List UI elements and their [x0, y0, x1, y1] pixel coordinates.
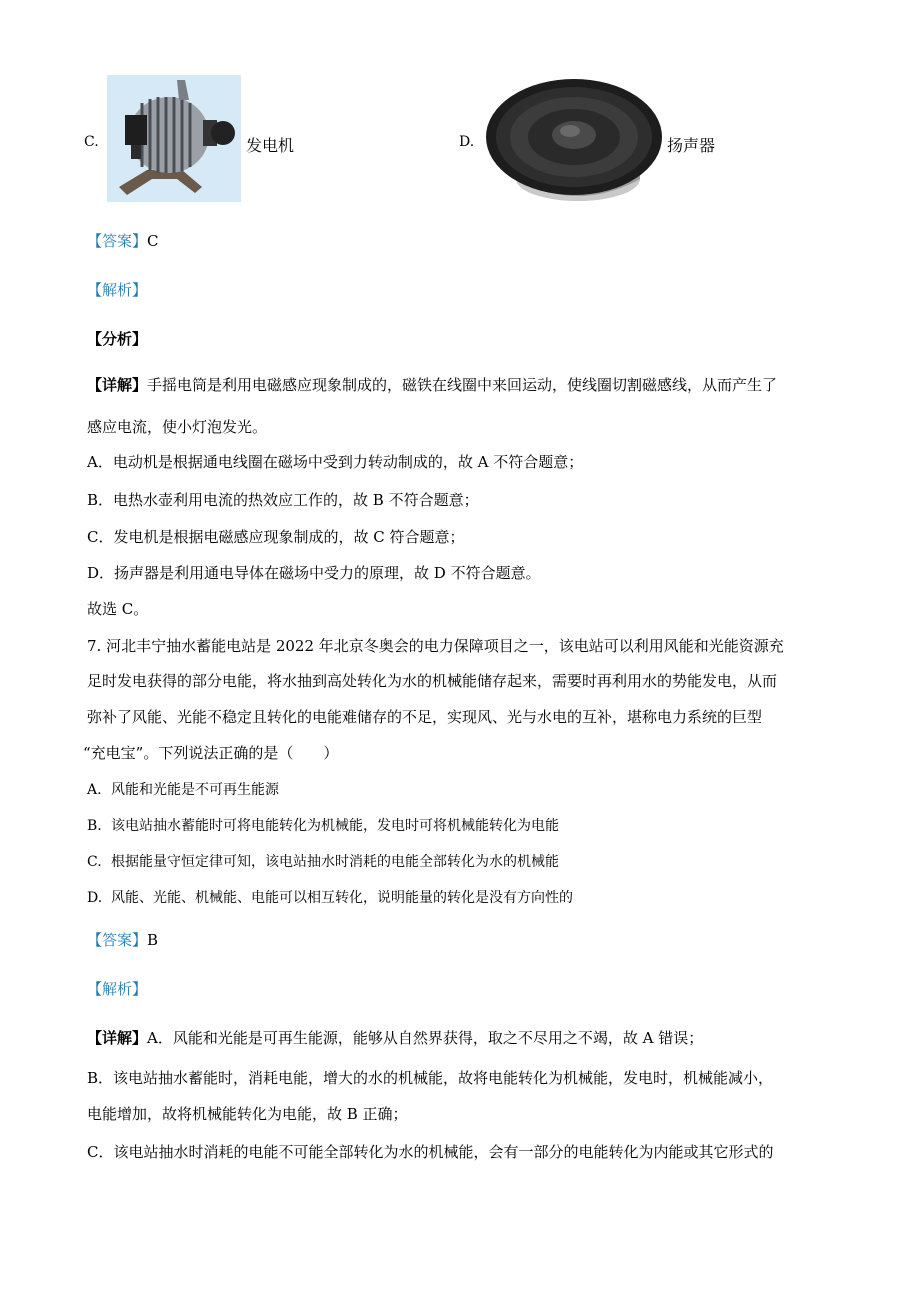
- q6-answer-tag: 【答案】: [87, 232, 148, 250]
- option-c-label: 发电机: [246, 136, 295, 155]
- q6-item-c: C．发电机是根据电磁感应现象制成的，故 C 符合题意；: [87, 528, 465, 546]
- q7-option-d-text: 风能、光能、机械能、电能可以相互转化，说明能量的转化是没有方向性的: [111, 890, 573, 906]
- q6-conclusion: 故选 C。: [87, 600, 149, 618]
- q6-item-b: B．电热水壶利用电流的热效应工作的，故 B 不符合题意；: [87, 491, 479, 509]
- q7-option-c: [87, 851, 559, 871]
- q7-option-b-letter: B.: [87, 818, 102, 834]
- q6-detail-line2: 感应电流，使小灯泡发光。: [87, 418, 268, 436]
- q6-detail-tag: 【详解】: [87, 376, 148, 394]
- q6-answer-value: C: [147, 232, 159, 250]
- q7-item-b-line2: 电能增加，故将机械能转化为电能，故 B 正确；: [87, 1105, 408, 1123]
- q7-answer-line: [87, 929, 158, 950]
- q7-item-c-line1: C．该电站抽水时消耗的电能不可能全部转化为水的机械能，会有一部分的电能转化为内能或其它形式的: [87, 1143, 774, 1161]
- q7-option-a: [87, 779, 279, 799]
- q7-option-d-letter: D.: [87, 890, 103, 906]
- q7-option-a-letter: A.: [87, 782, 102, 798]
- q7-answer-value: B: [147, 931, 159, 949]
- q7-stem-line3: 弥补了风能、光能不稳定且转化的电能难储存的不足，实现风、光与水电的互补，堪称电力系统的巨型: [87, 708, 763, 726]
- q7-option-a-text: 风能和光能是不可再生能源: [111, 782, 279, 798]
- q6-detail-text1: 手摇电筒是利用电磁感应现象制成的，磁铁在线圈中来回运动，使线圈切割磁感线，从而产生了: [147, 376, 778, 394]
- loudspeaker-icon: [478, 75, 664, 207]
- q6-fenxi-tag: 【分析】: [87, 330, 148, 348]
- option-d-label: 扬声器: [667, 136, 716, 155]
- alternator-image: [107, 75, 241, 202]
- q6-answer-line: [87, 230, 159, 251]
- option-c-letter: C.: [84, 134, 99, 150]
- alternator-icon: [107, 75, 241, 202]
- q7-item-b-line1: B．该电站抽水蓄能时，消耗电能，增大的水的机械能，故将电能转化为机械能，发电时，机械能减小，: [87, 1069, 774, 1087]
- q6-analysis-tag: 【解析】: [87, 281, 148, 299]
- q7-detail-line1: [87, 1027, 703, 1048]
- q7-detail-text1: A．风能和光能是可再生能源，能够从自然界获得，取之不尽用之不竭，故 A 错误；: [147, 1029, 704, 1047]
- q7-option-b-text: 该电站抽水蓄能时可将电能转化为机械能，发电时可将机械能转化为电能: [111, 818, 559, 834]
- q7-stem-line1: 7. 河北丰宁抽水蓄能电站是 2022 年北京冬奥会的电力保障项目之一，该电站可以利用风能和光能资源充: [87, 637, 784, 655]
- q7-option-d: [87, 887, 573, 907]
- q6-item-a: A．电动机是根据通电线圈在磁场中受到力转动制成的，故 A 不符合题意；: [87, 453, 584, 471]
- q7-answer-tag: 【答案】: [87, 931, 148, 949]
- q7-option-b: [87, 815, 559, 835]
- q6-item-d: D．扬声器是利用通电导体在磁场中受力的原理，故 D 不符合题意。: [87, 564, 541, 582]
- q7-stem-line2: 足时发电获得的部分电能，将水抽到高处转化为水的机械能储存起来，需要时再利用水的势能发电，从而: [87, 672, 778, 690]
- q7-analysis-tag: 【解析】: [87, 980, 148, 998]
- q7-stem-line4: “充电宝”。下列说法正确的是（ ）: [83, 744, 339, 762]
- option-d-letter: D.: [459, 134, 475, 150]
- q7-option-c-text: 根据能量守恒定律可知，该电站抽水时消耗的电能全部转化为水的机械能: [111, 854, 559, 870]
- loudspeaker-image: [478, 75, 664, 207]
- q7-detail-tag: 【详解】: [87, 1029, 148, 1047]
- q7-option-c-letter: C.: [87, 854, 102, 870]
- q6-detail-line1: [87, 374, 777, 395]
